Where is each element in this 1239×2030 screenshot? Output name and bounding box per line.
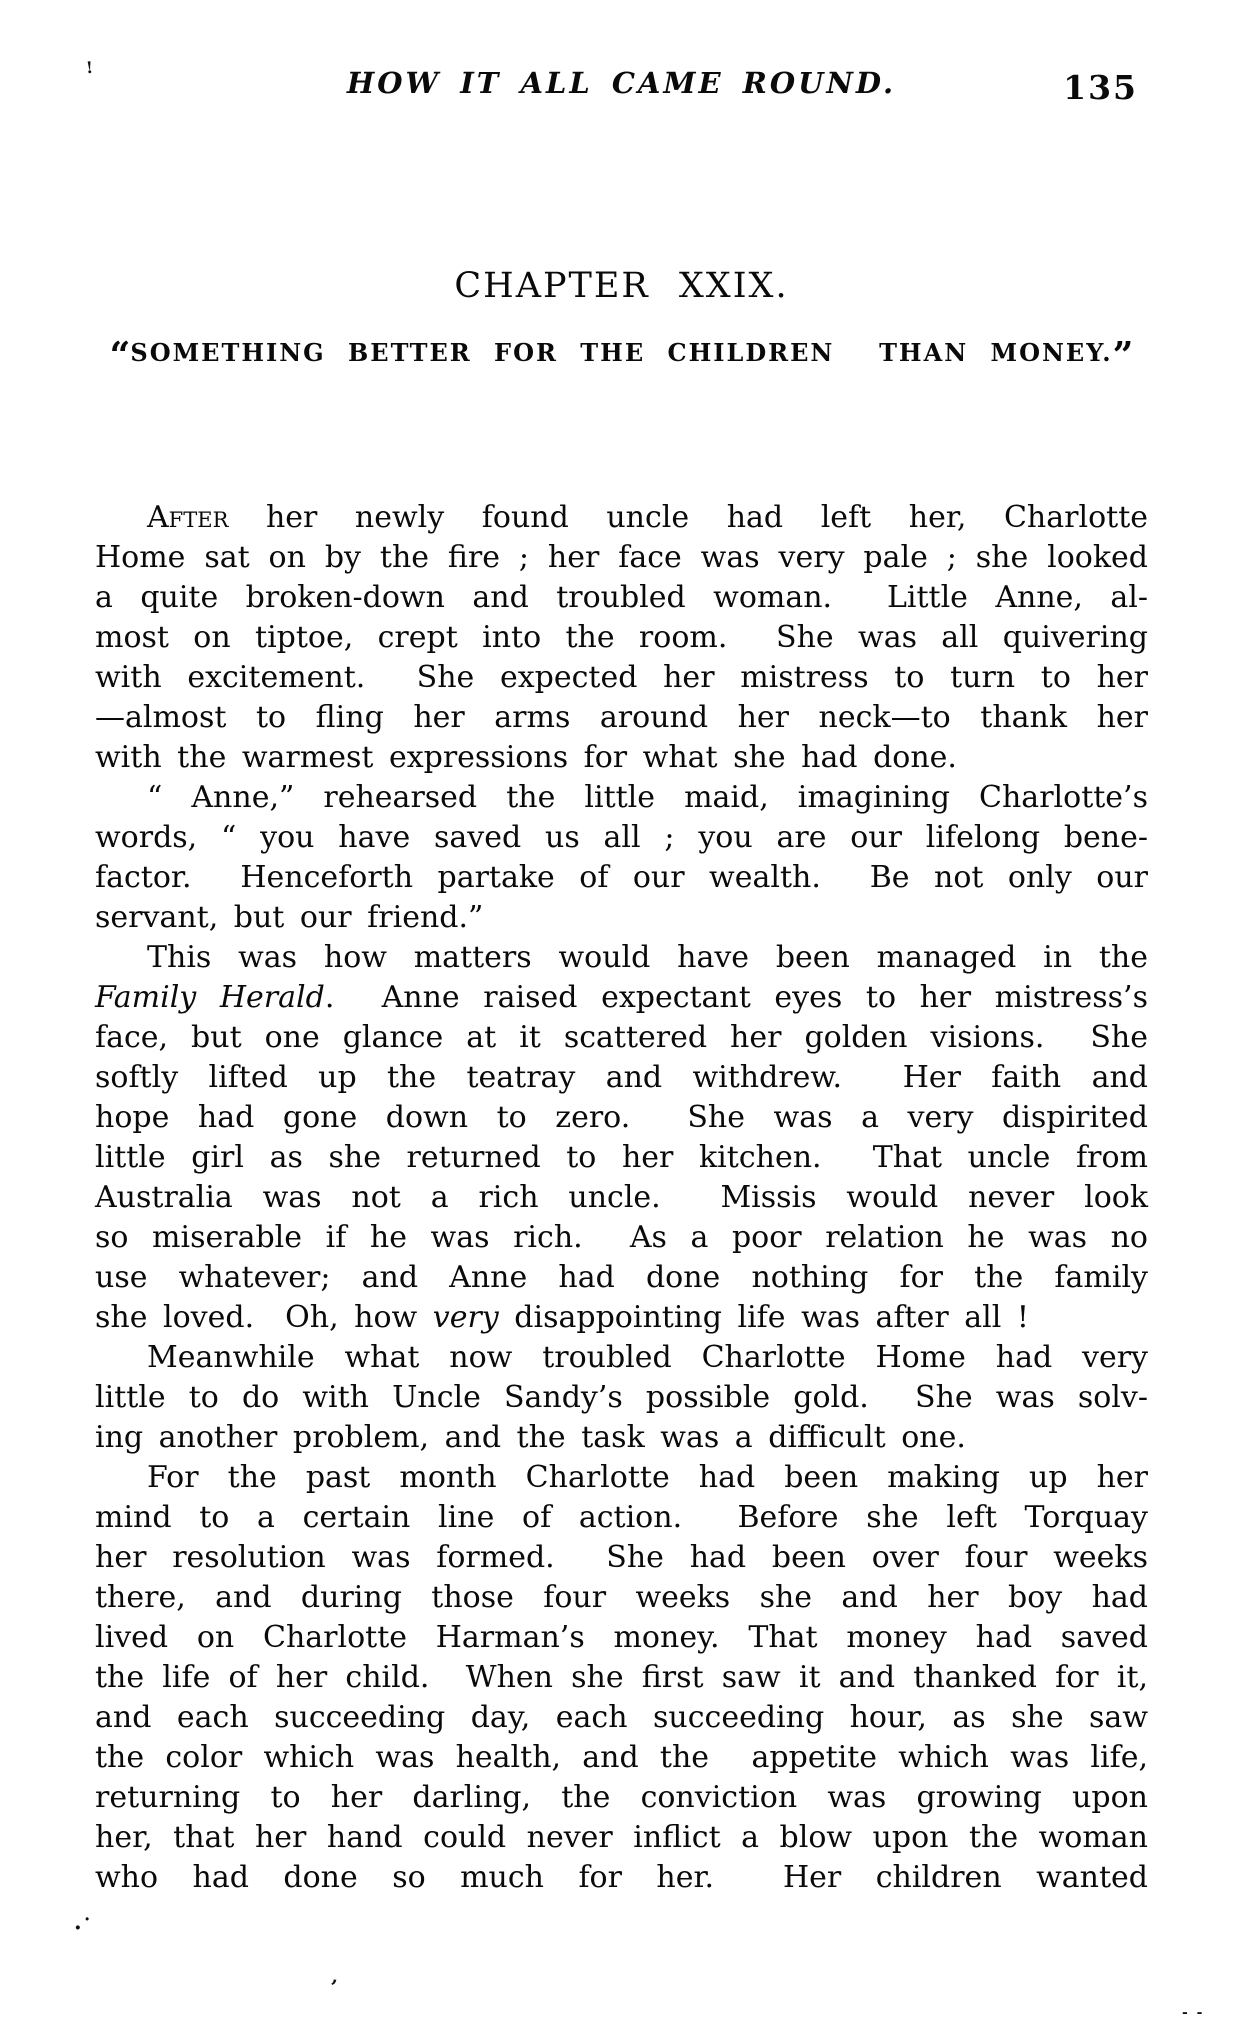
text-line	[95, 1858, 1148, 1898]
chapter-heading: CHAPTER XXIX.	[454, 266, 789, 306]
text-segment: For the past month Charlotte had been making up her	[147, 1460, 1148, 1495]
text-segment: little to do with Uncle Sandy’s possible gold. She was solv-	[95, 1380, 1148, 1415]
text-segment: she loved. Oh, how	[95, 1300, 433, 1335]
scan-artifact-top-left: !	[85, 57, 94, 78]
text-segment: . Anne raised expectant eyes to her mistress’s	[324, 980, 1148, 1015]
text-line	[95, 578, 1148, 618]
text-segment: her newly found uncle had left her, Charlotte	[228, 500, 1148, 535]
text-line	[95, 1338, 1148, 1378]
text-segment: a quite broken-down and troubled woman. Little Anne, al-	[95, 580, 1148, 615]
text-line	[95, 1778, 1148, 1818]
text-segment: face, but one glance at it scattered her golden visions. She	[95, 1020, 1148, 1055]
text-segment: Home sat on by the fire ; her face was very pale ; she looked	[95, 540, 1148, 575]
text-line	[95, 1258, 1148, 1298]
text-line	[95, 818, 1148, 858]
text-segment: factor. Henceforth partake of our wealth. Be not only our	[95, 860, 1148, 895]
text-line	[95, 1058, 1148, 1098]
close-quote-mark: ”	[1112, 334, 1134, 377]
page-number: 135	[1063, 68, 1138, 107]
text-line	[95, 1698, 1148, 1738]
text-line	[95, 1618, 1148, 1658]
text-segment: and each succeeding day, each succeeding hour, as she saw	[95, 1700, 1148, 1735]
text-segment: This was how matters would have been managed in the	[147, 940, 1148, 975]
italic-text: Family Herald	[95, 980, 325, 1015]
text-segment: Australia was not a rich uncle. Missis would never look	[95, 1180, 1148, 1215]
text-segment: Meanwhile what now troubled Charlotte Home had very	[147, 1340, 1148, 1375]
text-line	[95, 898, 1148, 938]
text-line	[95, 858, 1148, 898]
text-segment: the life of her child. When she first saw it and thanked for it,	[95, 1660, 1148, 1695]
text-line	[95, 978, 1148, 1018]
chapter-subtitle-text: SOMETHING BETTER FOR THE CHILDREN THAN MONEY.	[130, 338, 1113, 367]
running-title: HOW IT ALL CAME ROUND.	[346, 66, 897, 100]
text-line	[95, 1458, 1148, 1498]
body-text	[95, 498, 1148, 1898]
text-segment: words, “ you have saved us all ; you are our lifelong bene-	[95, 820, 1148, 855]
text-line	[95, 1538, 1148, 1578]
text-segment: with excitement. She expected her mistress to turn to her	[95, 660, 1148, 695]
text-line	[95, 1378, 1148, 1418]
chapter-subtitle	[95, 334, 1148, 377]
text-line	[95, 938, 1148, 978]
text-line	[95, 1818, 1148, 1858]
text-line	[95, 778, 1148, 818]
text-segment: servant, but our friend.”	[95, 900, 484, 935]
text-line	[95, 1178, 1148, 1218]
small-caps-text: After	[147, 500, 229, 535]
text-segment: hope had gone down to zero. She was a very dispirited	[95, 1100, 1148, 1135]
text-line	[95, 1418, 1148, 1458]
italic-text: very	[432, 1300, 499, 1335]
text-segment: —almost to fling her arms around her neck—to thank her	[95, 700, 1148, 735]
text-segment: lived on Charlotte Harman’s money. That money had saved	[95, 1620, 1148, 1655]
text-segment: so miserable if he was rich. As a poor relation he was no	[95, 1220, 1148, 1255]
text-segment: mind to a certain line of action. Before she left Torquay	[95, 1500, 1148, 1535]
text-line	[95, 498, 1148, 538]
text-segment: softly lifted up the teatray and withdrew. Her faith and	[95, 1060, 1148, 1095]
text-segment: there, and during those four weeks she and her boy had	[95, 1580, 1148, 1615]
page-header	[95, 62, 1148, 118]
text-line	[95, 1578, 1148, 1618]
text-segment: ing another problem, and the task was a difficult one.	[95, 1420, 966, 1455]
scan-artifact-bottom-right: - -	[1182, 2005, 1205, 2021]
text-segment: her, that her hand could never inflict a blow upon the woman	[95, 1820, 1148, 1855]
text-segment: her resolution was formed. She had been over four weeks	[95, 1540, 1148, 1575]
text-segment: who had done so much for her. Her children wanted	[95, 1860, 1148, 1895]
text-line	[95, 1498, 1148, 1538]
text-line	[95, 1218, 1148, 1258]
text-segment: the color which was health, and the appetite which was life,	[95, 1740, 1148, 1775]
text-line	[95, 618, 1148, 658]
text-line	[95, 1658, 1148, 1698]
scan-artifact-comma: ’	[328, 1974, 339, 2000]
text-line	[95, 1738, 1148, 1778]
text-line	[95, 1298, 1148, 1338]
text-segment: use whatever; and Anne had done nothing for the family	[95, 1260, 1148, 1295]
text-line	[95, 538, 1148, 578]
text-line	[95, 1018, 1148, 1058]
text-segment: returning to her darling, the conviction was growing upon	[95, 1780, 1148, 1815]
text-segment: little girl as she returned to her kitchen. That uncle from	[95, 1140, 1148, 1175]
open-quote-mark: “	[109, 334, 131, 377]
text-line	[95, 1098, 1148, 1138]
text-line	[95, 698, 1148, 738]
scan-artifact-left-margin: ·˙	[74, 1915, 93, 1941]
text-segment: disappointing life was after all !	[498, 1300, 1029, 1335]
text-segment: with the warmest expressions for what she had done.	[95, 740, 957, 775]
text-segment: most on tiptoe, crept into the room. She was all quivering	[95, 620, 1148, 655]
text-line	[95, 1138, 1148, 1178]
text-segment: “ Anne,” rehearsed the little maid, imagining Charlotte’s	[147, 780, 1148, 815]
text-line	[95, 658, 1148, 698]
text-line	[95, 738, 1148, 778]
